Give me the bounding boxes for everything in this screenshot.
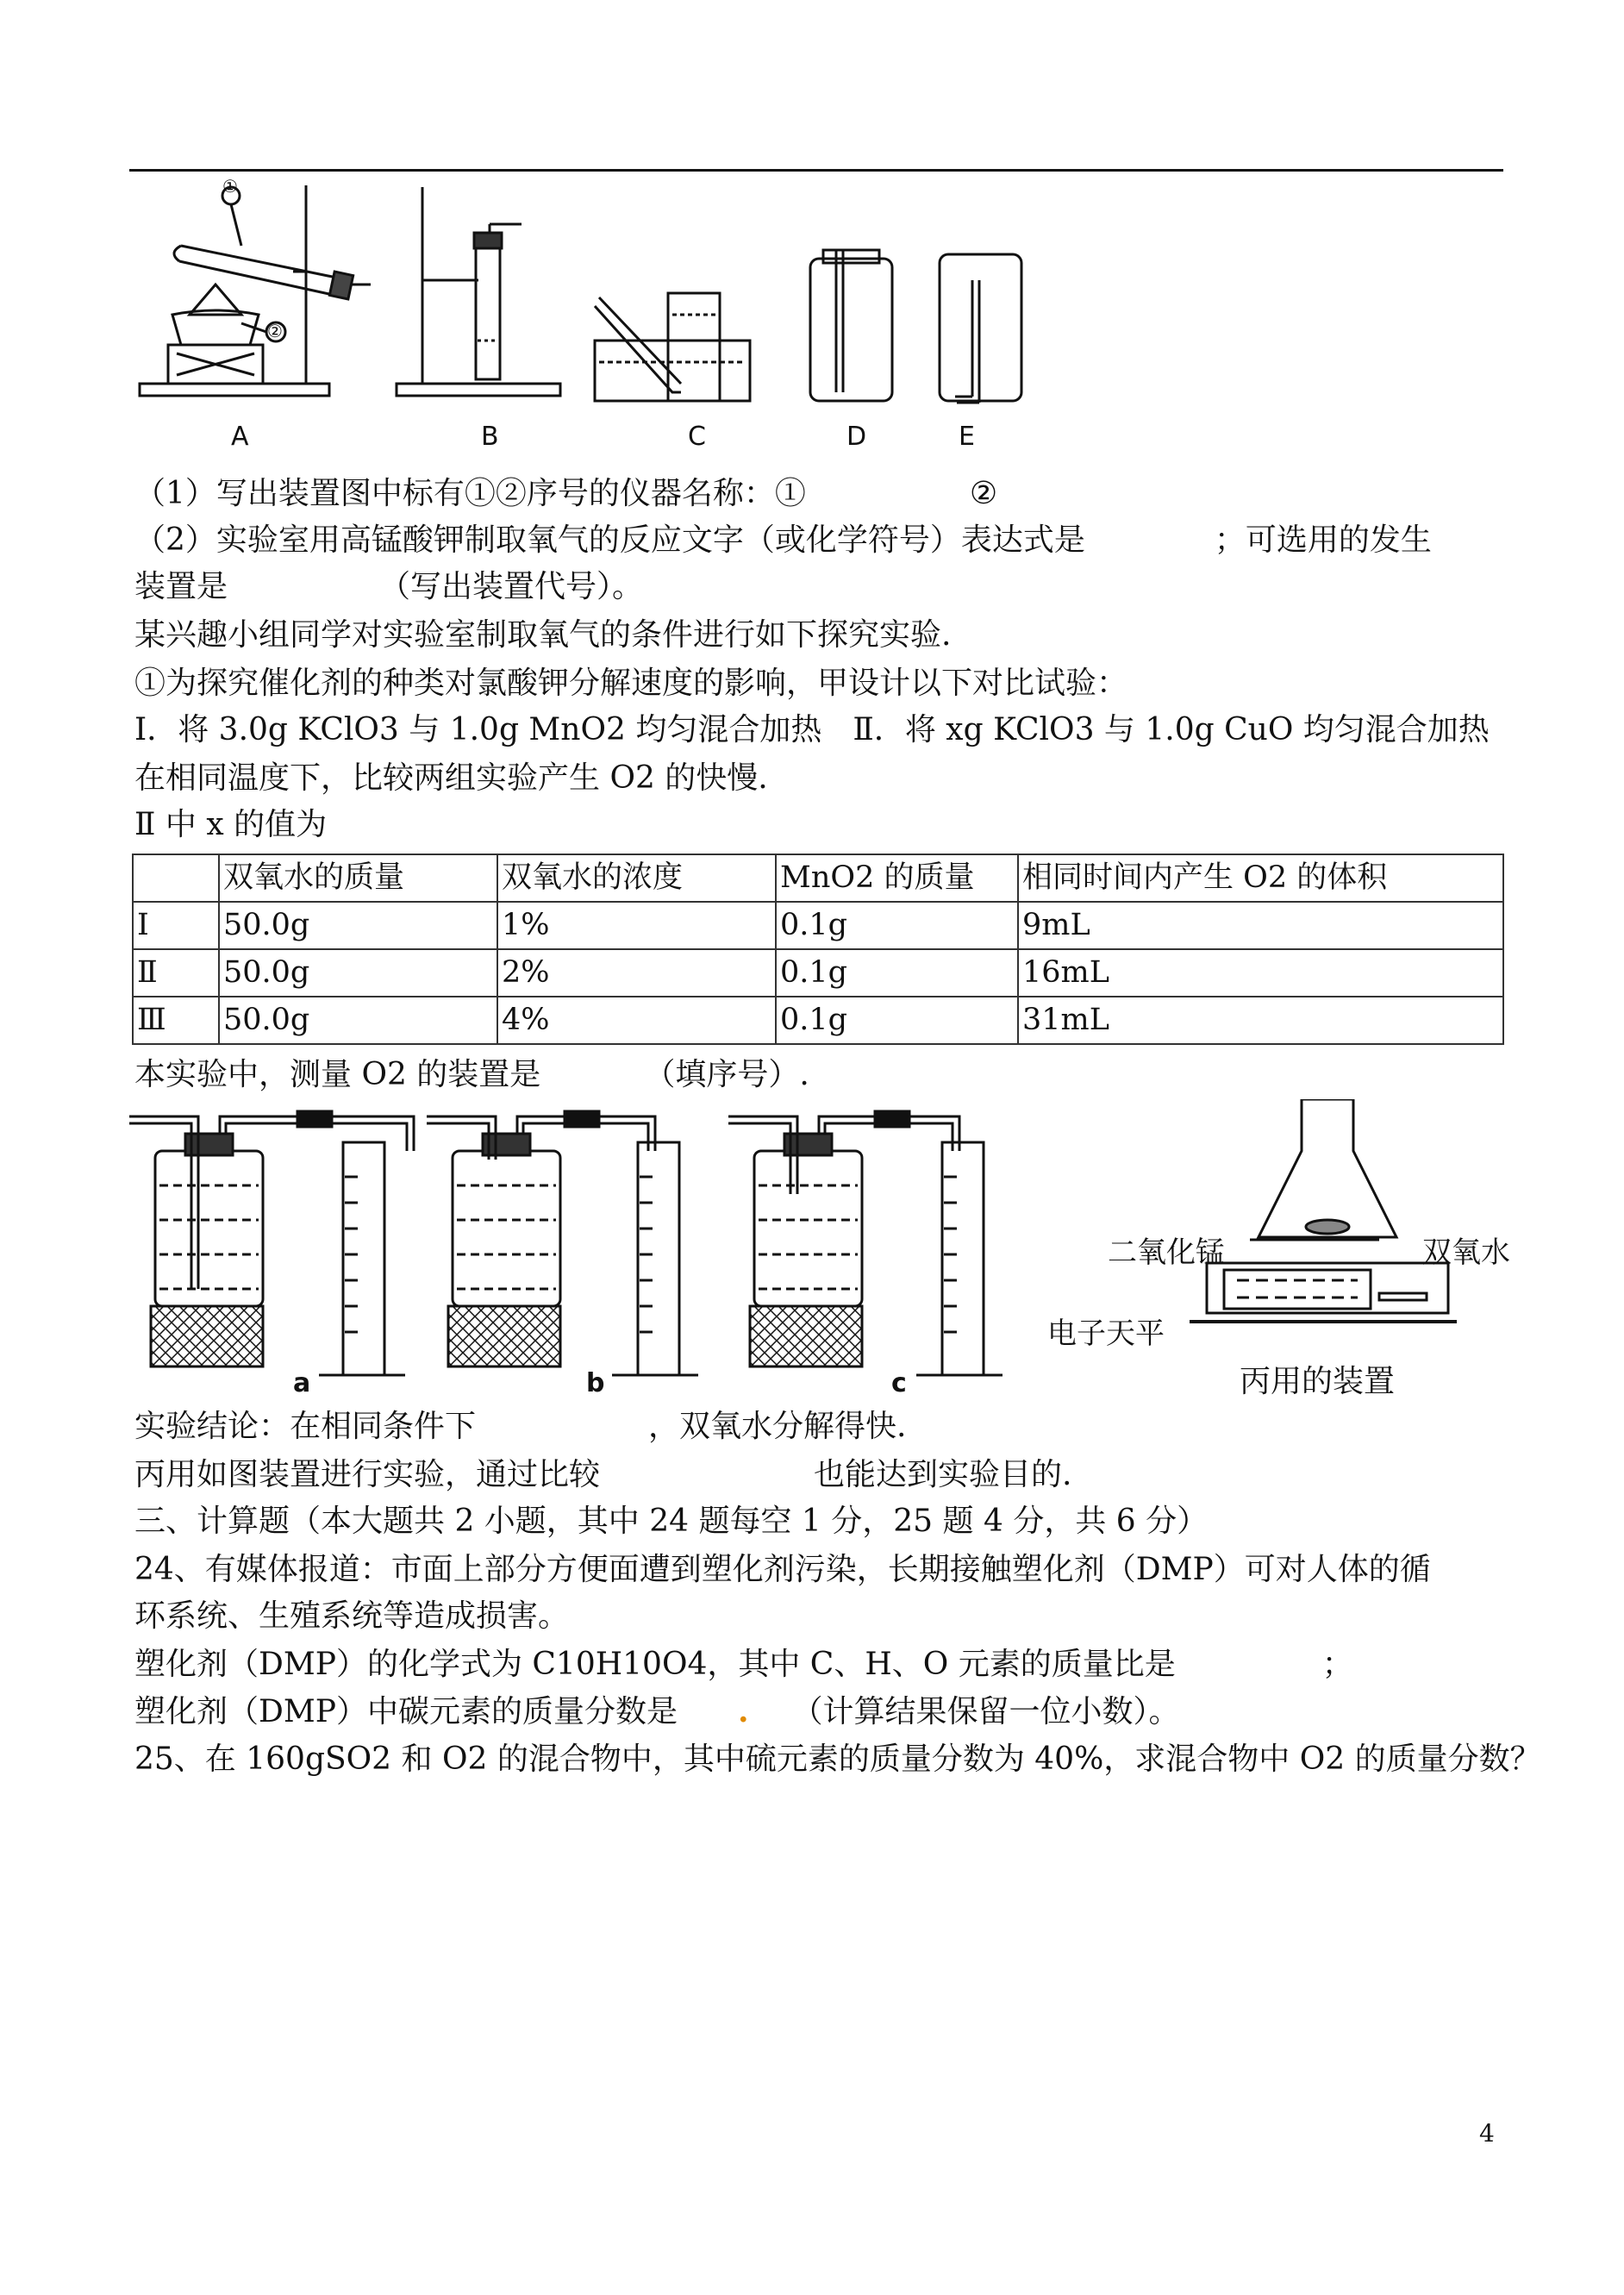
question-24-ratio: 塑化剂（DMP）的化学式为 C10H10O4，其中 C、H、O 元素的质量比是 ； bbox=[134, 1647, 1353, 1682]
table-cell: 50.0g bbox=[219, 902, 497, 949]
table-cell: 4% bbox=[497, 997, 776, 1044]
page-number: 4 bbox=[1479, 2119, 1495, 2148]
table-cell: 50.0g bbox=[219, 997, 497, 1044]
question-2-line1: （2）实验室用高锰酸钾制取氧气的反应文字（或化学符号）表达式是 ；可选用的发生 bbox=[134, 522, 1432, 558]
balance-apparatus bbox=[1190, 1099, 1457, 1322]
table-cell: Ⅱ bbox=[133, 949, 219, 997]
fig1-label-d: D bbox=[846, 422, 867, 452]
table-cell: 相同时间内产生 O2 的体积 bbox=[1018, 854, 1503, 902]
table-cell: MnO2 的质量 bbox=[776, 854, 1018, 902]
measure-question: 本实验中，测量 O2 的装置是 （填序号）. bbox=[134, 1057, 809, 1092]
question-25: 25、在 160gSO2 和 O2 的混合物中，其中硫元素的质量分数为 40%，求混合物中 O2 的质量分数？ bbox=[134, 1742, 1541, 1777]
conclusion: 实验结论：在相同条件下 ，双氧水分解得快. bbox=[134, 1409, 907, 1444]
apparatus-a bbox=[129, 1111, 414, 1375]
table-cell: 双氧水的浓度 bbox=[497, 854, 776, 902]
experiment-1: ①为探究催化剂的种类对氯酸钾分解速度的影响，甲设计以下对比试验： bbox=[134, 666, 1128, 701]
table-row bbox=[133, 997, 1503, 1044]
header-rule bbox=[129, 169, 1503, 172]
table-cell: 2% bbox=[497, 949, 776, 997]
table-cell: 双氧水的质量 bbox=[219, 854, 497, 902]
experiment-1-x: Ⅱ 中 x 的值为 bbox=[134, 807, 328, 842]
apparatus-c bbox=[728, 1111, 1003, 1375]
fig1-label-e: E bbox=[959, 422, 975, 452]
table-row bbox=[133, 949, 1503, 997]
apparatus-figure-1 bbox=[129, 177, 1043, 461]
apparatus-figure-2 bbox=[129, 1099, 1552, 1384]
table-cell: 0.1g bbox=[776, 902, 1018, 949]
fig2-caption: 丙用的装置 bbox=[1240, 1364, 1396, 1399]
bing-method: 丙用如图装置进行实验，通过比较 也能达到实验目的. bbox=[134, 1457, 1072, 1492]
fig2-label-balance: 电子天平 bbox=[1047, 1316, 1165, 1351]
question-2-line2: 装置是 （写出装置代号）。 bbox=[134, 569, 644, 604]
table-header-row bbox=[133, 854, 1503, 902]
fig1-mark-1: ① bbox=[222, 176, 238, 197]
table-cell: 16mL bbox=[1018, 949, 1503, 997]
question-24-line1: 24、有媒体报道：市面上部分方便面遭到塑化剂污染，长期接触塑化剂（DMP）可对人体的循 bbox=[134, 1552, 1431, 1587]
fig2-label-a: a bbox=[293, 1368, 311, 1398]
table-row bbox=[133, 902, 1503, 949]
fig1-mark-2: ② bbox=[267, 321, 283, 341]
apparatus-b bbox=[427, 1111, 698, 1375]
question-24-percent: 塑化剂（DMP）中碳元素的质量分数是 . （计算结果保留一位小数）。 bbox=[134, 1693, 1180, 1729]
question-24-line2: 环系统、生殖系统等造成损害。 bbox=[134, 1598, 570, 1634]
section-3-heading: 三、计算题（本大题共 2 小题，其中 24 题每空 1 分，25 题 4 分，共 6 分） bbox=[134, 1504, 1209, 1539]
fig2-label-mno2: 二氧化锰 bbox=[1108, 1235, 1225, 1270]
fig1-label-a: A bbox=[231, 422, 249, 452]
fig2-label-h2o2: 双氧水 bbox=[1422, 1235, 1510, 1270]
table-cell: 0.1g bbox=[776, 997, 1018, 1044]
table-cell: 1% bbox=[497, 902, 776, 949]
fig2-label-c: c bbox=[891, 1368, 907, 1398]
table-cell: 31mL bbox=[1018, 997, 1503, 1044]
fig1-label-c: C bbox=[688, 422, 706, 452]
table-cell: 9mL bbox=[1018, 902, 1503, 949]
table-cell: Ⅰ bbox=[133, 902, 219, 949]
fig2-label-b: b bbox=[586, 1368, 605, 1398]
question-1: （1）写出装置图中标有①②序号的仪器名称：① ② bbox=[134, 476, 998, 511]
intro-text: 某兴趣小组同学对实验室制取氧气的条件进行如下探究实验. bbox=[134, 617, 952, 653]
table-cell: 0.1g bbox=[776, 949, 1018, 997]
data-table bbox=[132, 854, 1504, 1045]
table-cell: Ⅲ bbox=[133, 997, 219, 1044]
experiment-1-compare: 在相同温度下，比较两组实验产生 O2 的快慢. bbox=[134, 760, 768, 796]
fig1-label-b: B bbox=[481, 422, 499, 452]
table-cell: 50.0g bbox=[219, 949, 497, 997]
experiment-1-setup: Ⅰ．将 3.0g KClO3 与 1.0g MnO2 均匀混合加热 Ⅱ．将 xg KClO3 与 1.0g CuO 均匀混合加热 bbox=[134, 712, 1490, 747]
table-cell bbox=[133, 854, 219, 902]
